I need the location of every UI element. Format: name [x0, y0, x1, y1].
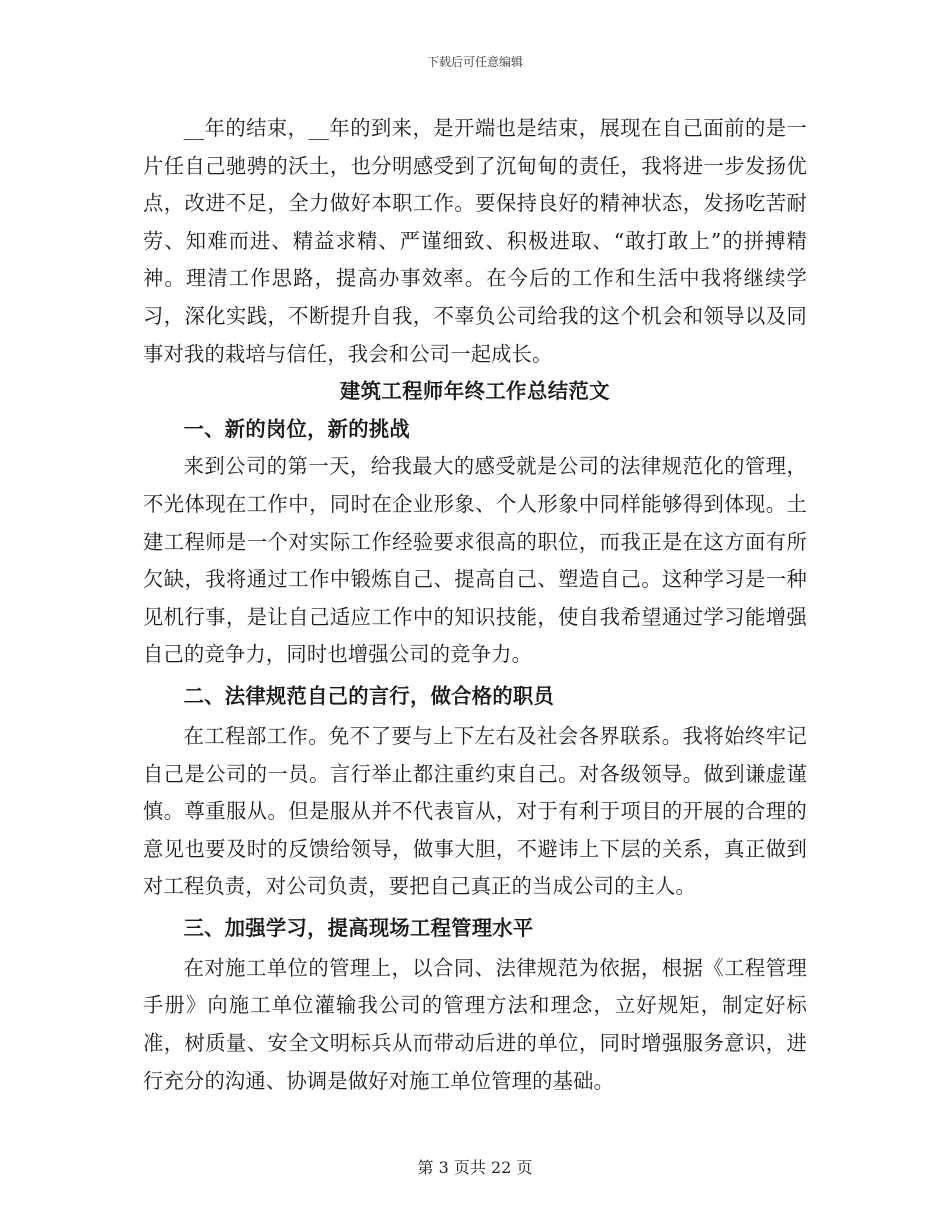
page-number: 第 3 页共 22 页 [417, 1158, 533, 1177]
section-heading-1: 一、新的岗位，新的挑战 [183, 416, 410, 441]
section-heading-2: 二、法律规范自己的言行，做合格的职员 [183, 683, 555, 708]
section-heading-3: 三、加强学习，提高现场工程管理水平 [183, 915, 534, 940]
document-body [143, 110, 807, 1100]
section-paragraph-1: 来到公司的第一天，给我最大的感受就是公司的法律规范化的管理，不光体现在工作中，同时在企业形象、个人形象中同样能够得到体现。土建工程师是一个对实际工作经验要求很高的职位，而我正是在这方面有所欠缺，我将通过工作中锻炼自己、提高自己、塑造自己。这种学习是一种见机行事，是让自己适应工作中的知识技能，使自我希望通过学习能增强自己的竞争力，同时也增强公司的竞争力。 [143, 454, 807, 667]
intro-paragraph: __年的结束，__年的到来，是开端也是结束，展现在自己面前的是一片任自己驰骋的沃土，也分明感受到了沉甸甸的责任，我将进一步发扬优点，改进不足，全力做好本职工作。要保持良好的精神状态，发扬吃苦耐劳、知难而进、精益求精、严谨细致、积极进取、“敢打敢上”的拼搏精神。理清工作思路，提高办事效率。在今后的工作和生活中我将继续学习，深化实践，不断提升自我，不辜负公司给我的这个机会和领导以及同事对我的栽培与信任，我会和公司一起成长。 [143, 116, 807, 366]
section-paragraph-3: 在对施工单位的管理上，以合同、法律规范为依据，根据《工程管理手册》向施工单位灌输我公司的管理方法和理念，立好规矩，制定好标准，树质量、安全文明标兵从而带动后进的单位，同时增强服务意识，进行充分的沟通、协调是做好对施工单位管理的基础。 [143, 955, 807, 1093]
header-note: 下载后可任意编辑 [426, 55, 523, 69]
article-title: 建筑工程师年终工作总结范文 [339, 379, 611, 404]
section-paragraph-2: 在工程部工作。免不了要与上下左右及社会各界联系。我将始终牢记自己是公司的一员。言行举止都注重约束自己。对各级领导。做到谦虚谨慎。尊重服从。但是服从并不代表盲从，对于有利于项目的开展的合理的意见也要及时的反馈给领导，做事大胆，不避讳上下层的关系，真正做到对工程负责，对公司负责，要把自己真正的当成公司的主人。 [143, 723, 807, 899]
